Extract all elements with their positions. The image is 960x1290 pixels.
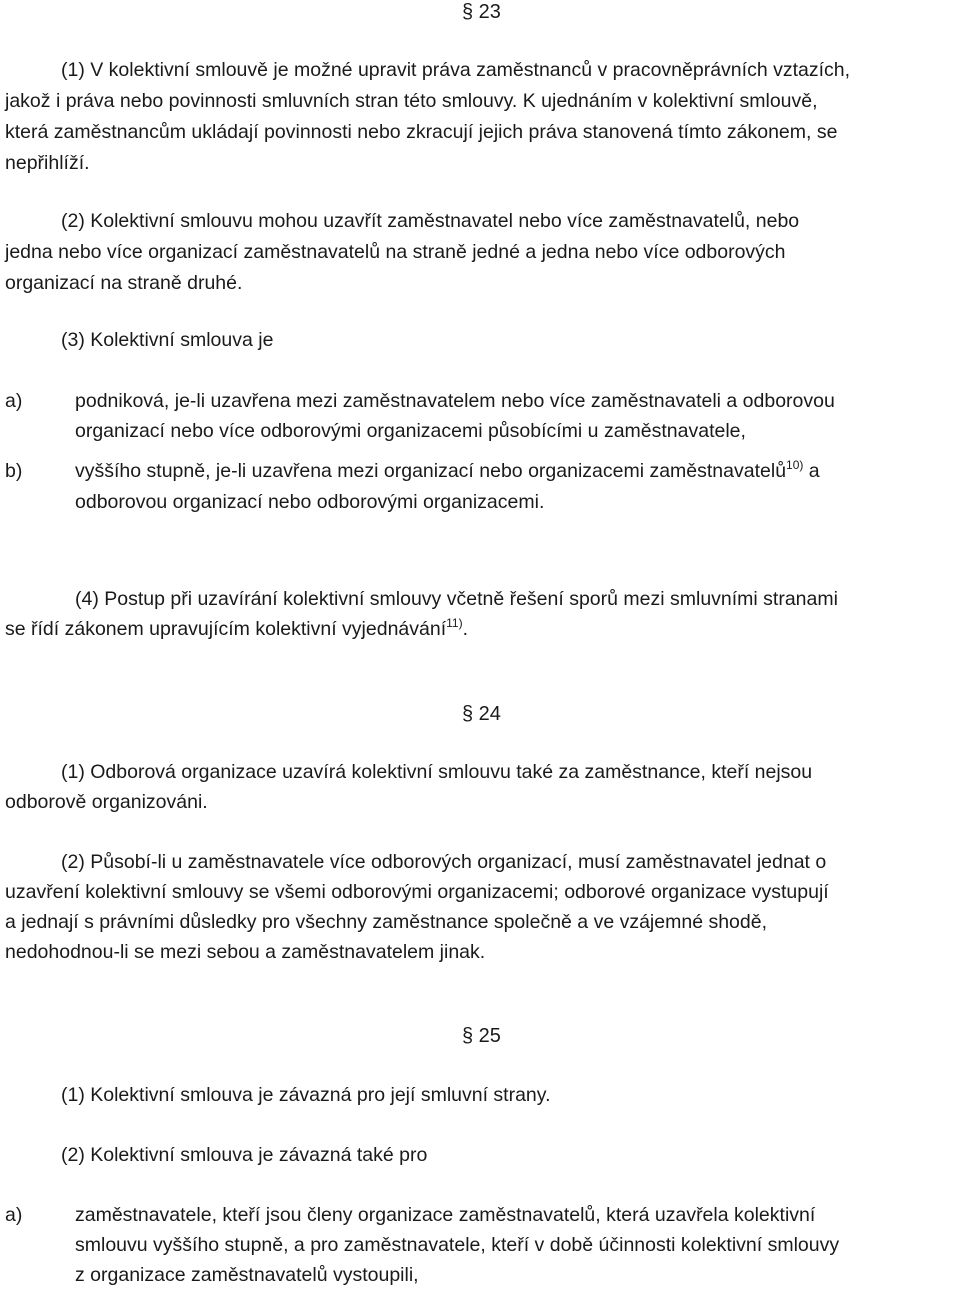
s25-p1: (1) Kolektivní smlouva je závazná pro její smluvní strany.: [61, 1084, 551, 1106]
s23-p1-line4: nepřihlíží.: [5, 152, 90, 174]
s24-p2-line1: (2) Působí-li u zaměstnavatele více odborových organizací, musí zaměstnavatel jednat o: [61, 851, 827, 873]
s23-p4-line1: (4) Postup při uzavírání kolektivní smlouvy včetně řešení sporů mezi smluvními stranami: [75, 588, 838, 610]
s23-item-a-line2: organizací nebo více odborovými organizacemi působícími u zaměstnavatele,: [75, 420, 746, 442]
s24-p1-line2: odborově organizováni.: [5, 791, 208, 813]
s25-p2: (2) Kolektivní smlouva je závazná také pro: [61, 1144, 428, 1166]
s23-p1-line2: jakož i práva nebo povinnosti smluvních stran této smlouvy. K ujednáním v kolektivní smlouvě,: [5, 90, 818, 112]
s23-p2-line3: organizací na straně druhé.: [5, 272, 243, 294]
section-heading-25: § 25: [462, 1025, 501, 1047]
s23-p4-line2: [5, 614, 468, 644]
s25-item-a-line2: smlouvu vyššího stupně, a pro zaměstnavatele, kteří v době účinnosti kolektivní smlouvy: [75, 1234, 840, 1256]
s24-p2-line2: uzavření kolektivní smlouvy se všemi odborovými organizacemi; odborové organizace vystupují: [5, 881, 829, 903]
s24-p2-line4: nedohodnou-li se mezi sebou a zaměstnavatelem jinak.: [5, 941, 486, 963]
footnote-ref-10: 10): [786, 458, 804, 472]
section-heading-24: § 24: [462, 703, 501, 725]
s23-p4-text-end: .: [462, 618, 468, 640]
footnote-ref-11: 11): [446, 616, 463, 630]
s24-p1-line1: (1) Odborová organizace uzavírá kolektivní smlouvu také za zaměstnance, kteří nejsou: [61, 761, 813, 783]
s25-item-a-marker: a): [5, 1204, 23, 1226]
s23-p3: (3) Kolektivní smlouva je: [61, 329, 274, 351]
s23-p2-line1: (2) Kolektivní smlouvu mohou uzavřít zaměstnavatel nebo více zaměstnavatelů, nebo: [61, 210, 800, 232]
s23-p2-line2: jedna nebo více organizací zaměstnavatelů na straně jedné a jedna nebo více odborových: [5, 241, 786, 263]
s25-item-a-line1: zaměstnavatele, kteří jsou členy organizace zaměstnavatelů, která uzavřela kolektivní: [75, 1204, 816, 1226]
section-heading-23: § 23: [462, 1, 501, 23]
s23-item-b-marker: b): [5, 460, 23, 482]
s23-item-a-line1: podniková, je-li uzavřena mezi zaměstnavatelem nebo více zaměstnavateli a odborovou: [75, 390, 835, 412]
s23-p4-text: se řídí zákonem upravujícím kolektivní vyjednávání: [5, 618, 447, 640]
s23-item-b-line1: [75, 456, 820, 486]
s23-item-b-line2: odborovou organizací nebo odborovými organizacemi.: [75, 491, 545, 513]
s23-item-a-marker: a): [5, 390, 23, 412]
s25-item-a-line3: z organizace zaměstnavatelů vystoupili,: [75, 1264, 419, 1286]
s23-p1-line3: která zaměstnancům ukládají povinnosti nebo zkracují jejich práva stanovená tímto zákonem, se: [5, 121, 838, 143]
s24-p2-line3: a jednají s právními důsledky pro všechny zaměstnance společně a ve vzájemné shodě,: [5, 911, 768, 933]
s23-item-b-text: vyššího stupně, je-li uzavřena mezi organizací nebo organizacemi zaměstnavatelů: [75, 460, 787, 482]
s23-p1-line1: (1) V kolektivní smlouvě je možné upravit práva zaměstnanců v pracovněprávních vztazích,: [61, 59, 851, 81]
s23-item-b-text-end: a: [803, 460, 820, 482]
